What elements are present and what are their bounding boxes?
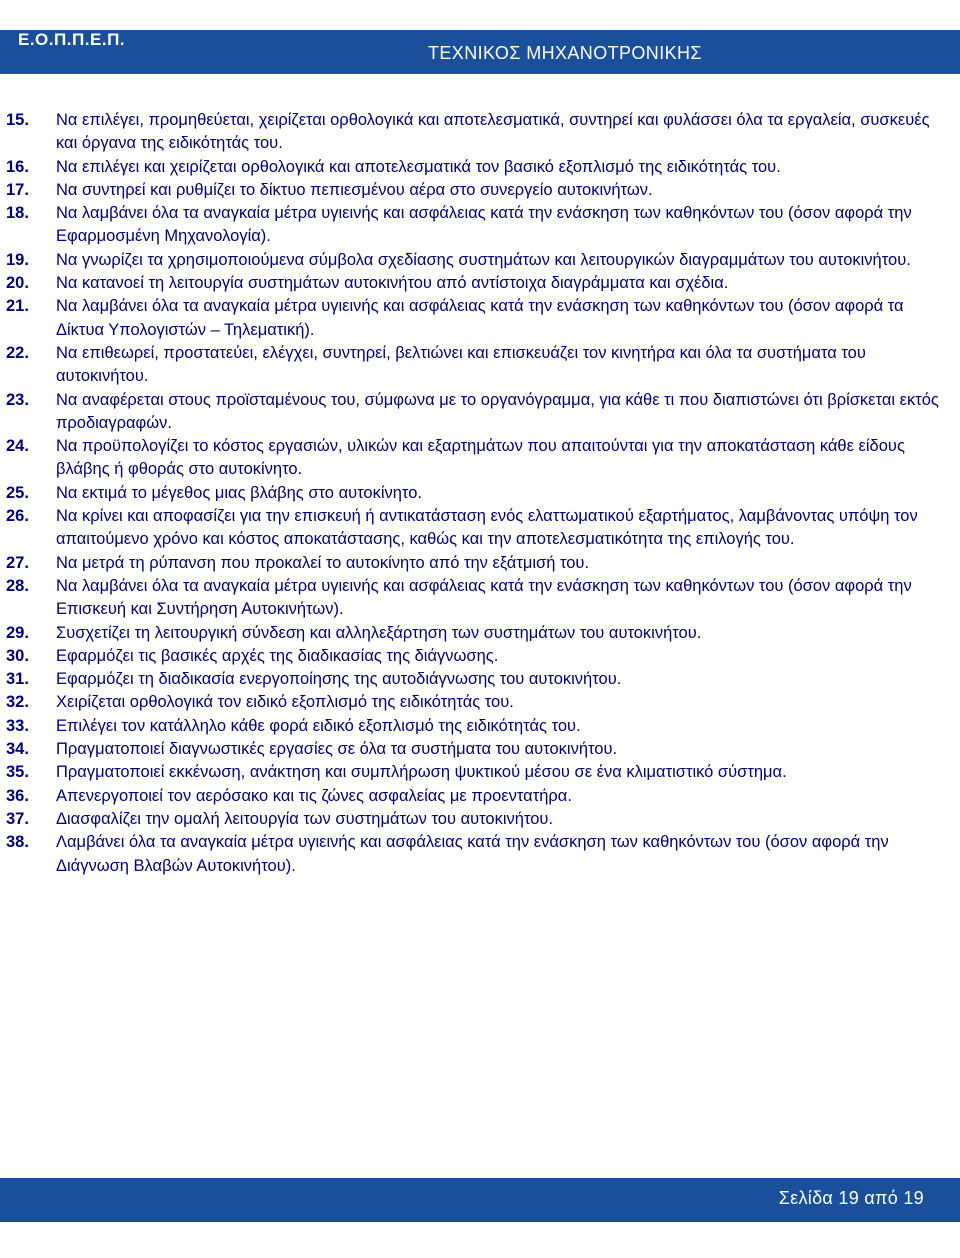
- list-item: [0, 109, 955, 156]
- list-item: [0, 249, 955, 272]
- list-item: [0, 505, 955, 552]
- item-text: Να επιθεωρεί, προστατεύει, ελέγχει, συντηρεί, βελτιώνει και επισκευάζει τον κινητήρα και όλα τα συστήματα του αυτοκινήτου.: [56, 343, 866, 386]
- list-item: [0, 202, 955, 249]
- item-text: Να κατανοεί τη λειτουργία συστημάτων αυτοκινήτου από αντίστοιχα διαγράμματα και σχέδια.: [56, 274, 729, 293]
- page-number: Σελίδα 19 από 19: [778, 1188, 924, 1208]
- item-number: 21.: [6, 297, 29, 316]
- list-item: [0, 691, 955, 714]
- item-number: 27.: [6, 553, 29, 572]
- list-item: [0, 785, 955, 808]
- item-number: 25.: [6, 483, 29, 502]
- item-number: 30.: [6, 646, 29, 665]
- list-item: [0, 738, 955, 761]
- item-text: Απενεργοποιεί τον αερόσακο και τις ζώνες ασφαλείας με προεντατήρα.: [56, 786, 572, 805]
- item-text: Πραγματοποιεί εκκένωση, ανάκτηση και συμπλήρωση ψυκτικού μέσου σε ένα κλιματιστικό σύστημα.: [56, 763, 787, 782]
- organization-name: Ε.Ο.Π.Π.Ε.Π.: [18, 30, 126, 49]
- item-number: 23.: [6, 390, 29, 409]
- item-text: Να μετρά τη ρύπανση που προκαλεί το αυτοκίνητο από την εξάτμισή του.: [56, 553, 590, 572]
- list-item: [0, 645, 955, 668]
- item-text: Να αναφέρεται στους προϊσταμένους του, σύμφωνα με το οργανόγραμμα, για κάθε τι που διαπιστώνει ότι βρίσκεται εκτός προδιαγραφών.: [56, 390, 939, 432]
- item-text: Εφαρμόζει τις βασικές αρχές της διαδικασίας της διάγνωσης.: [56, 646, 499, 665]
- footer-bar: [0, 1178, 960, 1222]
- item-text: Να συντηρεί και ρυθμίζει το δίκτυο πεπιεσμένου αέρα στο συνεργείο αυτοκινήτων.: [56, 180, 653, 199]
- document-title: ΤΕΧΝΙΚΟΣ ΜΗΧΑΝΟΤΡΟΝΙΚΗΣ: [428, 43, 702, 63]
- list-item: [0, 389, 955, 436]
- item-number: 31.: [6, 670, 29, 689]
- item-number: 38.: [6, 833, 29, 852]
- item-text: Να κρίνει και αποφασίζει για την επισκευή ή αντικατάσταση ενός ελαττωματικού εξαρτήματος, λαμβάνοντας υπόψη τον απαιτούμενο χρόνο και κόστος αποκατάστασης, καθώς και την αποτελεσματικότητα της επιλογής του.: [56, 507, 918, 549]
- item-number: 20.: [6, 274, 29, 293]
- item-text: Χειρίζεται ορθολογικά τον ειδικό εξοπλισμό της ειδικότητάς του.: [56, 693, 514, 712]
- item-text: Να προϋπολογίζει το κόστος εργασιών, υλικών και εξαρτημάτων που απαιτούνται για την αποκατάσταση κάθε είδους βλάβης ή φθοράς στο αυτοκίνητο.: [56, 437, 905, 479]
- item-text: Να λαμβάνει όλα τα αναγκαία μέτρα υγιεινής και ασφάλειας κατά την ενάσκηση των καθηκόντων του (όσον αφορά την Επισκευή και Συντήρηση Αυτοκινήτων).: [56, 576, 912, 619]
- item-number: 33.: [6, 716, 29, 735]
- item-text: Διασφαλίζει την ομαλή λειτουργία των συστημάτων του αυτοκινήτου.: [56, 809, 554, 828]
- item-text: Να εκτιμά το μέγεθος μιας βλάβης στο αυτοκίνητο.: [56, 483, 422, 502]
- item-number: 19.: [6, 250, 29, 269]
- item-number: 16.: [6, 157, 29, 176]
- item-text: Εφαρμόζει τη διαδικασία ενεργοποίησης της αυτοδιάγνωσης του αυτοκινήτου.: [56, 670, 622, 689]
- list-item: [0, 435, 955, 482]
- item-number: 37.: [6, 809, 29, 828]
- list-item: [0, 272, 955, 295]
- header-bar: [0, 30, 960, 74]
- item-number: 36.: [6, 786, 29, 805]
- item-number: 17.: [6, 180, 29, 199]
- item-text: Να επιλέγει, προμηθεύεται, χειρίζεται ορθολογικά και αποτελεσματικά, συντηρεί και φυλάσσει όλα τα εργαλεία, συσκευές και όργανα της ειδικότητάς του.: [56, 111, 930, 153]
- competency-list: [0, 109, 955, 878]
- item-number: 22.: [6, 343, 29, 362]
- item-text: Λαμβάνει όλα τα αναγκαία μέτρα υγιεινής και ασφάλειας κατά την ενάσκηση των καθηκόντων του (όσον αφορά την Διάγνωση Βλαβών Αυτοκινήτου).: [56, 833, 889, 875]
- item-text: Να γνωρίζει τα χρησιμοποιούμενα σύμβολα σχεδίασης συστημάτων και λειτουργικών διαγραμμάτων του αυτοκινήτου.: [56, 250, 911, 269]
- item-text: Να λαμβάνει όλα τα αναγκαία μέτρα υγιεινής και ασφάλειας κατά την ενάσκηση των καθηκόντων του (όσον αφορά την Εφαρμοσμένη Μηχανολογία).: [56, 204, 912, 246]
- list-item: [0, 179, 955, 202]
- item-number: 35.: [6, 763, 29, 782]
- item-number: 26.: [6, 507, 29, 526]
- list-item: [0, 831, 955, 878]
- list-item: [0, 295, 955, 342]
- item-text: Επιλέγει τον κατάλληλο κάθε φορά ειδικό εξοπλισμό της ειδικότητάς του.: [56, 716, 581, 735]
- list-item: [0, 575, 955, 622]
- item-number: 15.: [6, 111, 29, 129]
- list-item: [0, 342, 955, 389]
- list-item: [0, 715, 955, 738]
- list-item: [0, 552, 955, 575]
- list-item: [0, 761, 955, 784]
- list-item: [0, 482, 955, 505]
- item-number: 18.: [6, 204, 29, 223]
- item-number: 24.: [6, 437, 29, 456]
- list-item: [0, 808, 955, 831]
- list-item: [0, 668, 955, 691]
- item-text: Να επιλέγει και χειρίζεται ορθολογικά και αποτελεσματικά τον βασικό εξοπλισμό της ειδικότητάς του.: [56, 157, 781, 176]
- item-text: Πραγματοποιεί διαγνωστικές εργασίες σε όλα τα συστήματα του αυτοκινήτου.: [56, 740, 618, 759]
- item-number: 28.: [6, 576, 29, 595]
- list-item: [0, 622, 955, 645]
- item-text: Συσχετίζει τη λειτουργική σύνδεση και αλληλεξάρτηση των συστημάτων του αυτοκινήτου.: [56, 623, 702, 642]
- item-number: 34.: [6, 740, 29, 759]
- item-number: 32.: [6, 693, 29, 712]
- item-number: 29.: [6, 623, 29, 642]
- list-item: [0, 156, 955, 179]
- item-text: Να λαμβάνει όλα τα αναγκαία μέτρα υγιεινής και ασφάλειας κατά την ενάσκηση των καθηκόντων του (όσον αφορά τα Δίκτυα Υπολογιστών – Τηλεματική).: [56, 297, 904, 339]
